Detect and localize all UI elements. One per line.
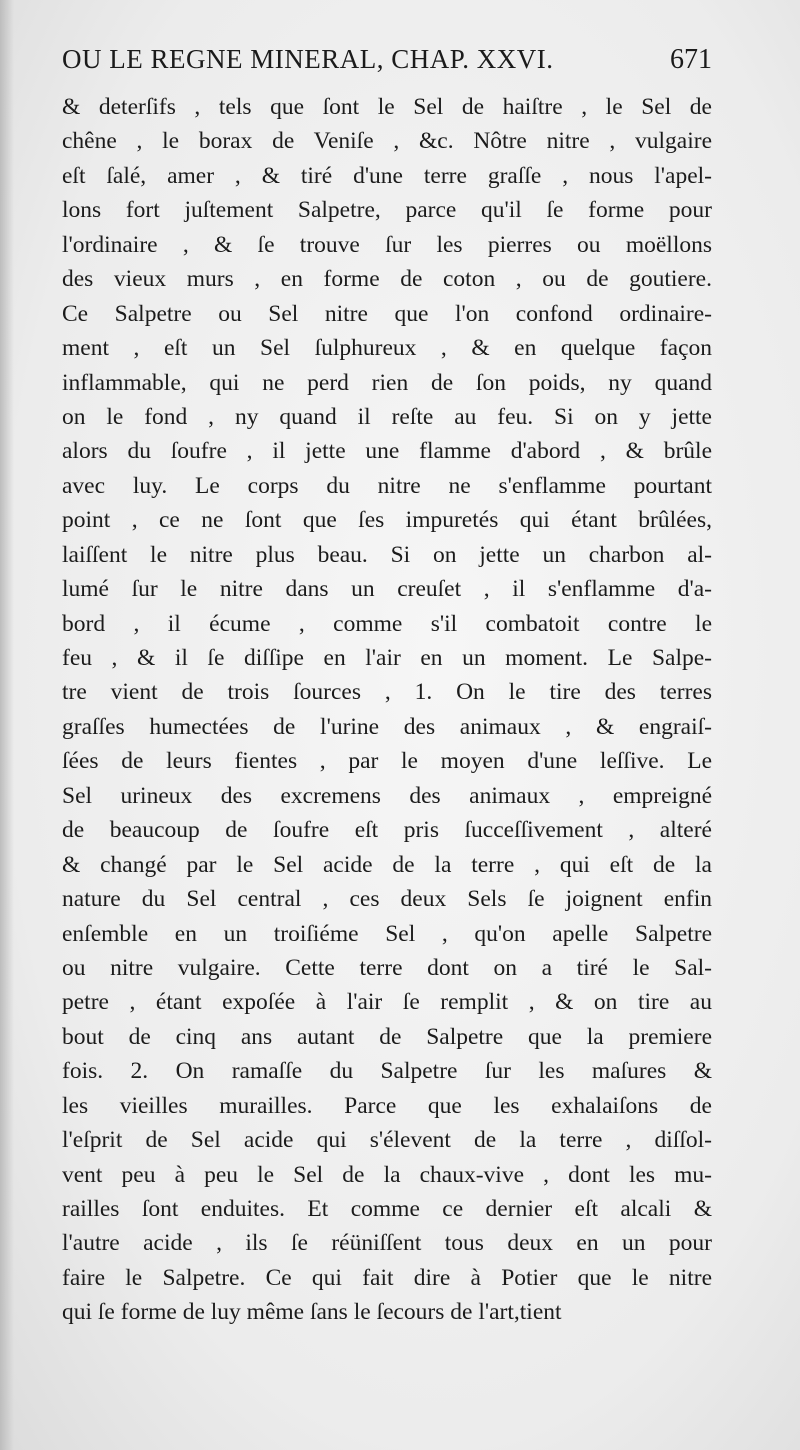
text-line: & deterſifs , tels que ſont le Sel de haiſtre , le Sel de: [62, 94, 712, 120]
text-line: graſſes humectées de l'urine des animaux , & engraiſ-: [62, 713, 712, 740]
text-line: des vieux murs , en forme de coton , ou de goutiere.: [62, 266, 712, 293]
text-line: ſées de leurs fientes , par le moyen d'une leſſive. Le: [62, 748, 712, 775]
text-line: de beaucoup de ſoufre eſt pris ſucceſſivement , alteré: [62, 817, 712, 844]
text-line: alors du ſoufre , il jette une flamme d'abord , & brûle: [62, 438, 712, 465]
text-line: railles ſont enduites. Et comme ce dernier eſt alcali &: [62, 1196, 712, 1222]
text-line: l'ordinaire , & ſe trouve ſur les pierres ou moëllons: [62, 231, 712, 258]
text-line: l'autre acide , ils ſe réüniſſent tous deux en un pour: [62, 1230, 712, 1257]
text-line: point , ce ne ſont que ſes impuretés qui étant brûlées,: [62, 507, 712, 534]
text-line: nature du Sel central , ces deux Sels ſe joignent enfin: [62, 886, 712, 913]
text-line: bout de cinq ans autant de Salpetre que la premiere: [62, 1023, 712, 1050]
text-line: lumé ſur le nitre dans un creuſet , il s'enflamme d'a-: [62, 576, 712, 603]
page-header: [62, 44, 712, 84]
text-line: laiſſent le nitre plus beau. Si on jette un charbon al-: [62, 541, 712, 568]
text-line: enſemble en un troiſiéme Sel , qu'on apelle Salpetre: [62, 920, 712, 947]
text-line: bord , il écume , comme s'il combatoit contre le: [62, 610, 712, 637]
text-line: tre vient de trois ſources , 1. On le tire des terres: [62, 679, 712, 706]
text-line: ment , eſt un Sel ſulphureux , & en quelque façon: [62, 335, 712, 362]
text-line: vent peu à peu le Sel de la chaux-vive , dont les mu-: [62, 1161, 712, 1188]
text-line: faire le Salpetre. Ce qui fait dire à Potier que le nitre: [62, 1264, 712, 1291]
text-line: on le fond , ny quand il reſte au feu. Si on y jette: [62, 403, 712, 430]
text-line: Sel urineux des excremens des animaux , empreigné: [62, 782, 712, 809]
text-line: lons fort juſtement Salpetre, parce qu'il ſe forme pour: [62, 197, 712, 224]
body-text: [62, 90, 712, 1330]
text-line: qui ſe forme de luy même ſans le ſecours de l'art,tient: [62, 1299, 562, 1326]
text-line: avec luy. Le corps du nitre ne s'enflamme pourtant: [62, 472, 712, 499]
text-line: ou nitre vulgaire. Cette terre dont on a tiré le Sal-: [62, 954, 712, 981]
text-line: inflammable, qui ne perd rien de ſon poids, ny quand: [62, 369, 712, 396]
running-head: OU LE REGNE MINERAL, CHAP. XXVI.: [62, 44, 554, 74]
text-line: eſt ſalé, amer , & tiré d'une terre graſſe , nous l'apel-: [62, 162, 712, 189]
page-gutter-shadow: [0, 0, 14, 1450]
text-line: les vieilles murailles. Parce que les exhalaiſons de: [62, 1092, 712, 1119]
text-line: fois. 2. On ramaſſe du Salpetre ſur les maſures &: [62, 1058, 712, 1085]
page-number: 671: [670, 44, 712, 75]
text-line: feu , & il ſe diſſipe en l'air en un moment. Le Salpe-: [62, 645, 712, 671]
text-line: l'eſprit de Sel acide qui s'élevent de la terre , diſſol-: [62, 1127, 712, 1154]
text-line: chêne , le borax de Veniſe , &c. Nôtre nitre , vulgaire: [62, 128, 712, 155]
text-line: & changé par le Sel acide de la terre , qui eſt de la: [62, 851, 712, 878]
text-line: petre , étant expoſée à l'air ſe remplit , & on tire au: [62, 989, 712, 1016]
text-line: Ce Salpetre ou Sel nitre que l'on confond ordinaire-: [62, 300, 712, 327]
